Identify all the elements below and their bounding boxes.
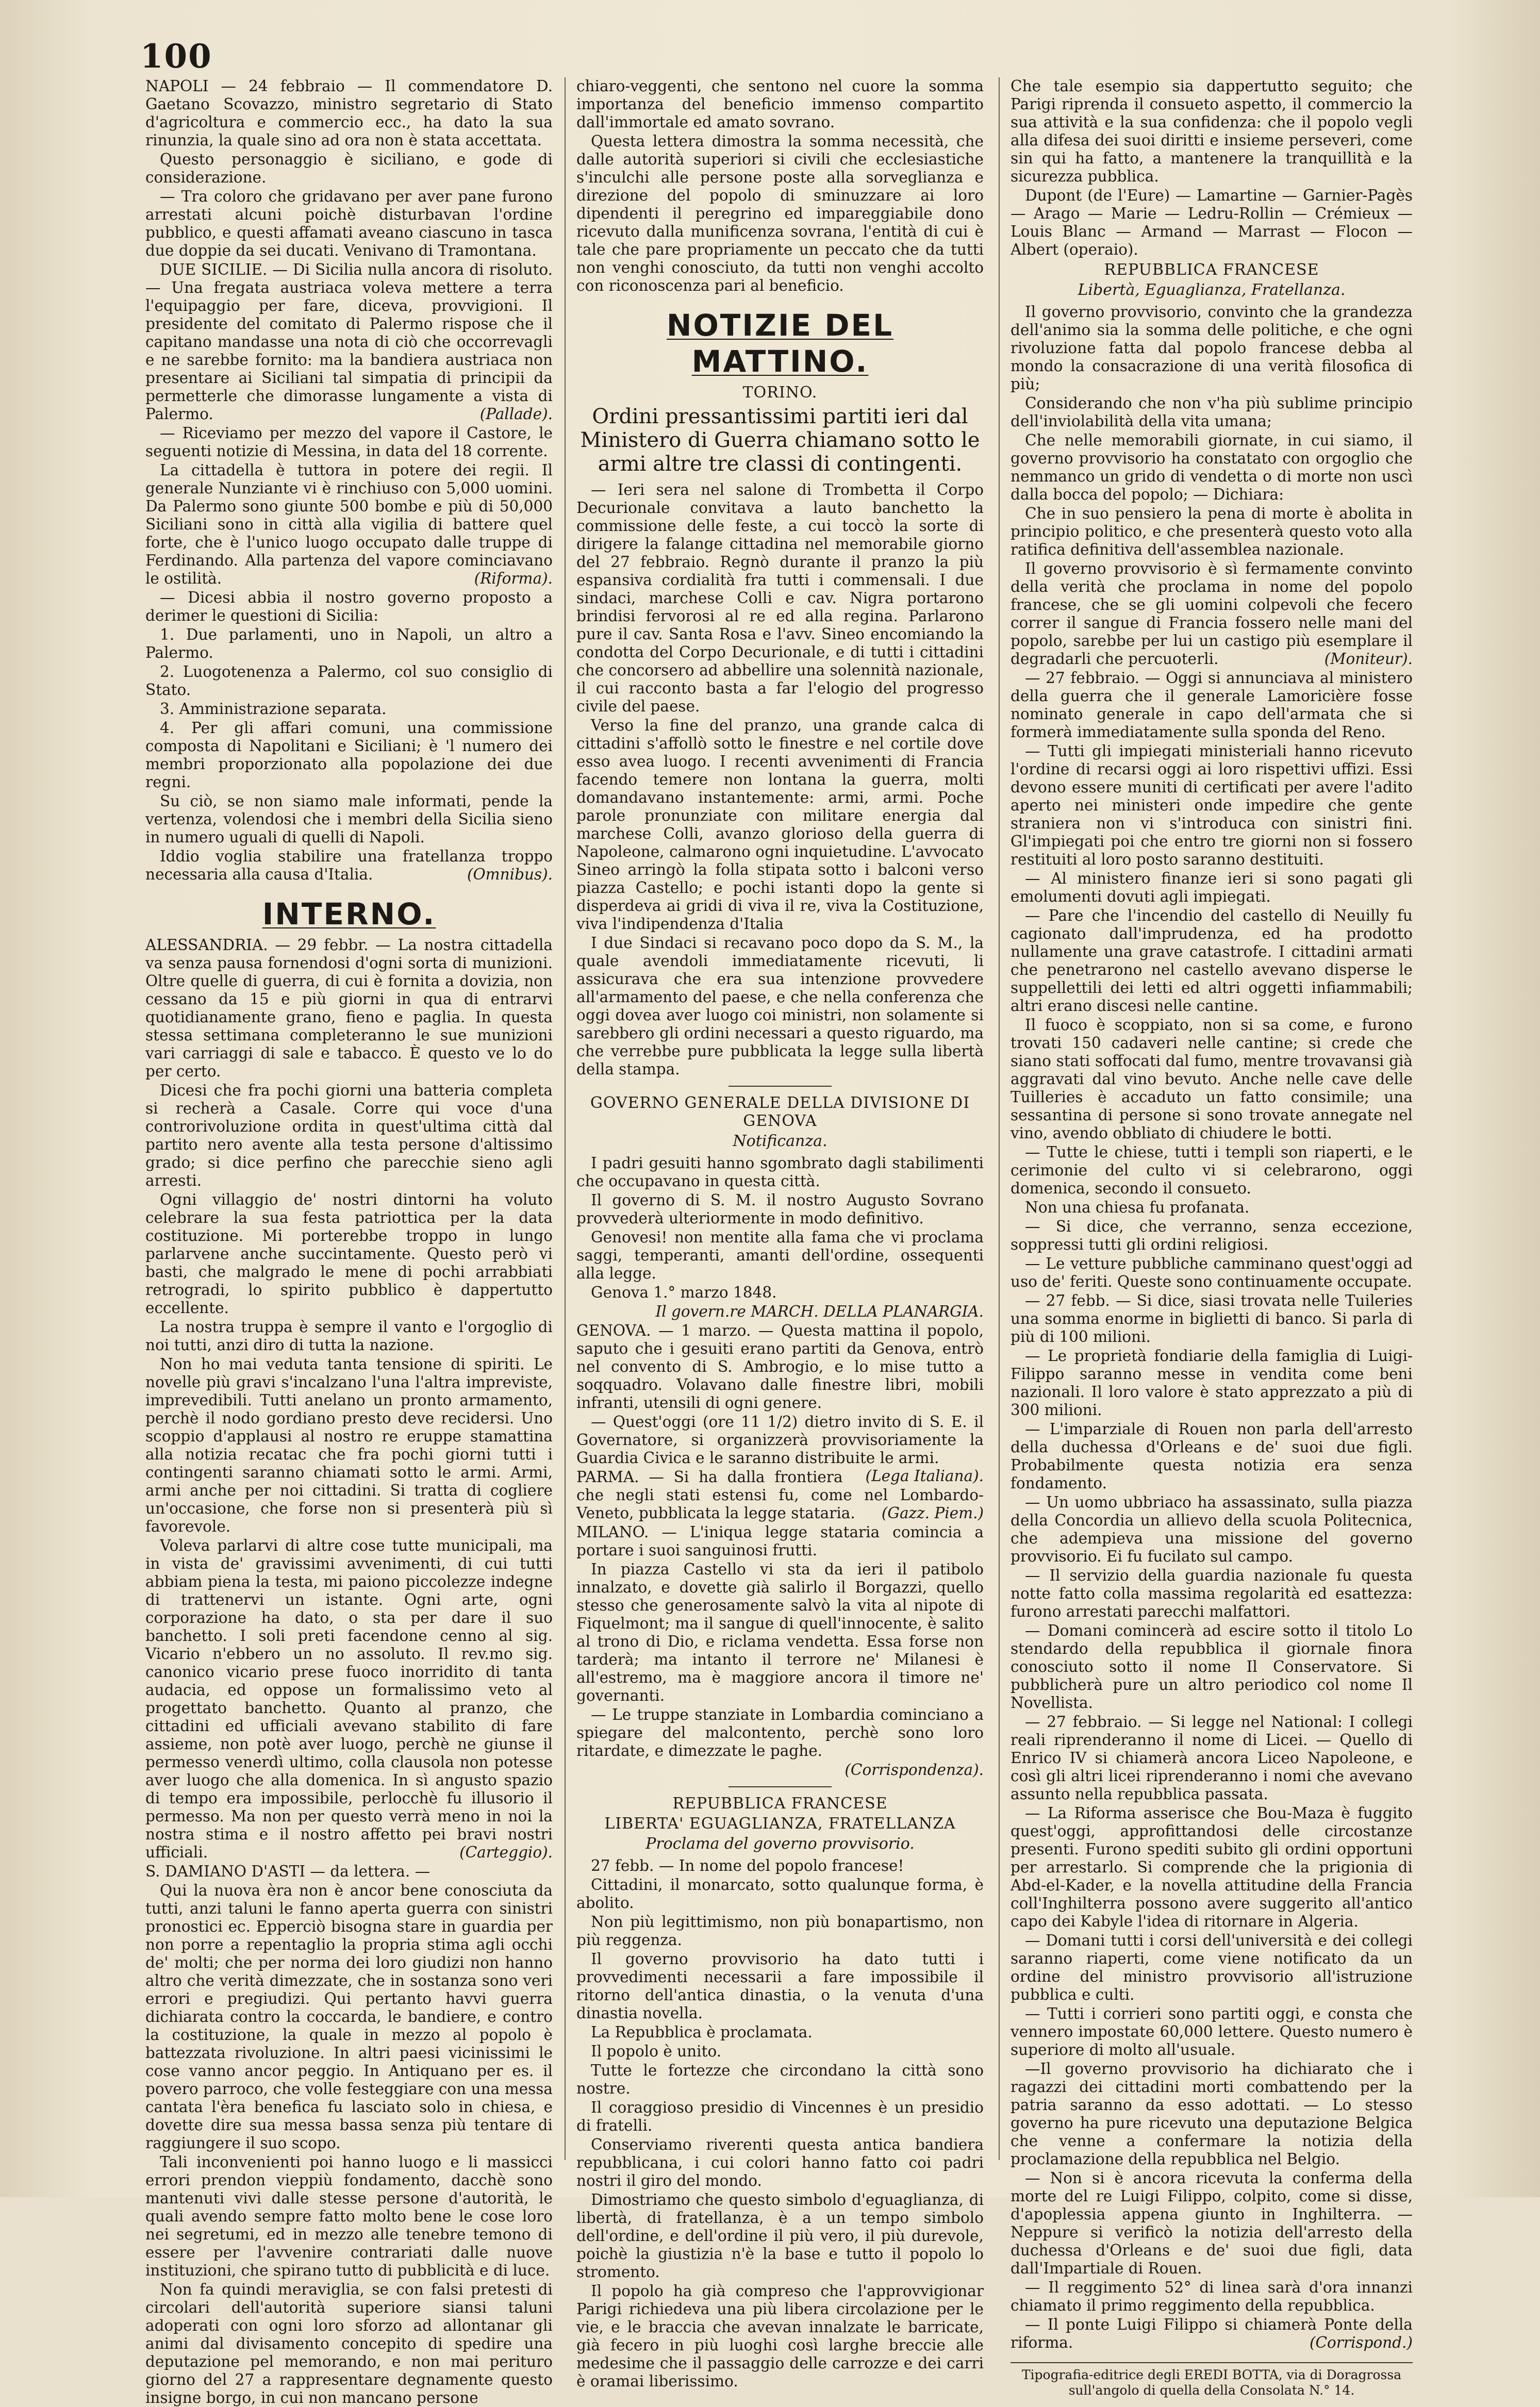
text: Qui la nuova èra non è ancor bene conosciuta da tutti, anzi taluni le fanno aperta guerra con sinistri pronostici ec. Epperciò bisogna stare in guardia per non porre a repentaglio la propria stima agli occhi de' molti; che per norma dei loro giudizi non hanno altro che verità dimezzate, che in sostanza sono veri errori e pregiudizi. Qui pertanto havvi guerra dichiarata contro la coccarda, le bandiere, e contro la costituzione, la quale in mezzo al popolo è battezzata rivoluzione. In altri paesi vicinissimi le cose vanno ancor peggio. In Antiquano per es. il povero parroco, che volle festeggiare con una messa cantata l'èra benefica fu lasciato solo in chiesa, e dovette dire sua messa bassa senza più tentare di raggiungere il suo scopo. <box>145 1882 553 2152</box>
text: Dupont (de l'Eure) — Lamartine — Garnier-Pagès — Arago — Marie — Ledru-Rollin — Crémieux — Louis Blanc — Armand — Marrast — Flocon — Albert (operaio). <box>1011 187 1413 258</box>
article-paragraph <box>145 1863 553 1881</box>
article-paragraph <box>1011 560 1413 668</box>
text: LIBERTA' EGUAGLIANZA, FRATELLANZA <box>604 1815 956 1833</box>
text: — Al ministero finanze ieri si sono pagati gli emolumenti dovuti agli impiegati. <box>1011 870 1413 905</box>
text: GOVERNO GENERALE DELLA DIVISIONE DI GENOVA <box>590 1094 970 1130</box>
text: Su ciò, se non siamo male informati, pende la vertenza, volendosi che i membri della Sicilia sieno in numero uguali di quelli di Napoli. <box>145 792 553 846</box>
article-paragraph <box>145 461 553 588</box>
article-paragraph <box>576 1413 984 1485</box>
text: REPUBBLICA FRANCESE <box>1104 261 1319 279</box>
text: — Le truppe stanziate in Lombardia cominciano a spiegare del malcontento, perchè sono loro ritardate, e dimezzate le paghe. <box>576 1706 984 1759</box>
article-paragraph <box>576 934 984 1078</box>
article-paragraph <box>145 1318 553 1354</box>
article-paragraph <box>145 1191 553 1317</box>
article-paragraph <box>1011 1713 1413 1803</box>
text: — La Riforma asserisce che Bou-Maza è fuggito quest'oggi, approfittandosi delle circostanze presenti. Furono spediti subito gli ordini opportuni per arrestarlo. Si comprende che la prigionia di Abd-el-Kader, e la novella attitudine della Francia coll'Inghilterra possono avere suggerito all'antico capo dei Kabyle l'idea di ritornare in Algeria. <box>1011 1804 1413 1930</box>
article-paragraph <box>576 481 984 716</box>
text: Il govern.re MARCH. DELLA PLANARGIA. <box>655 1303 984 1320</box>
article-paragraph <box>576 717 984 933</box>
text: —Il governo provvisorio ha dichiarato che i ragazzi dei cittadini morti combattendo per la patria saranno da esso adottati. — Lo stesso governo ha pure ricevuto una deputazione Belgica che venne a confermare la notizia della proclamazione della repubblica nel Belgio. <box>1011 2060 1413 2168</box>
article-paragraph <box>576 1284 984 1302</box>
article-paragraph <box>1011 1493 1413 1566</box>
page-number: 100 <box>140 37 212 76</box>
article-paragraph <box>576 2023 984 2041</box>
article-paragraph <box>576 2043 984 2061</box>
article-paragraph <box>576 132 984 295</box>
article-paragraph <box>1011 669 1413 741</box>
column-divider <box>999 77 1000 2160</box>
source-citation: (Omnibus). <box>467 866 553 883</box>
article-paragraph <box>1011 907 1413 1015</box>
text: In piazza Castello vi sta da ieri il patibolo innalzato, e dovette già salirlo il Borgazzi, quello stesso che generosamente salvò la vita al nipote di Fiquelmont; ma il sangue di quell'innocente, è salito al trono di Dio, e riclama vendetta. Essa forse non tarderà; ma intanto il terrore ne' Milanesi è all'estremo, ma è maggiore ancora il timore ne' governanti. <box>576 1561 984 1704</box>
text: Considerando che non v'ha più sublime principio dell'inviolabilità della vita umana; <box>1011 394 1413 430</box>
text: — 27 febbraio. — Si legge nel National: I collegi reali riprenderanno il nome di Licei. — Quello di Enrico IV si chiamerà ancora Liceo Napoleone, e così gli altri licei riprenderanno i nomi che avevano assunto nella repubblica passata. <box>1011 1713 1413 1803</box>
article-paragraph <box>1011 1420 1413 1492</box>
article-paragraph <box>1011 2169 1413 2278</box>
article-paragraph <box>1011 1804 1413 1931</box>
text: — Si dice, che verranno, senza eccezione, soppressi tutti gli ordini religiosi. <box>1011 1218 1413 1253</box>
article-paragraph <box>1011 187 1413 259</box>
signature <box>576 1303 984 1321</box>
column-middle <box>576 77 984 2390</box>
article-paragraph <box>145 1082 553 1190</box>
text: Che nelle memorabili giornate, in cui siamo, il governo provvisorio ha constatato con orgoglio che nemmanco un grido di vendetta o di morte non uscì dalla bocca del popolo; — Dichiara: <box>1011 431 1413 503</box>
article-paragraph <box>1011 1016 1413 1142</box>
text: Tutte le fortezze che circondano la città sono nostre. <box>576 2062 984 2097</box>
separator-rule <box>728 1786 832 1787</box>
article-paragraph <box>576 2099 984 2135</box>
article-paragraph <box>1011 1932 1413 2004</box>
article-paragraph <box>145 1537 553 1862</box>
text: INTERNO. <box>262 897 436 932</box>
text: — Pare che l'incendio del castello di Neuilly fu cagionato dall'imprudenza, ed ha prodotto nullamente una grave catastrofe. I cittadini armati che penetrarono nel castello avevano disperse le suppellettili dei letti ed altri oggetti infiammabili; altri erano discesi nelle cantine. <box>1011 907 1413 1015</box>
separator-rule <box>728 1086 832 1087</box>
headline <box>576 405 984 476</box>
article-paragraph <box>145 719 553 791</box>
text: — Domani tutti i corsi dell'università e dei collegi saranno riaperti, come viene notificato da un ordine del ministro provvisorio all'istruzione pubblica e culti. <box>1011 1932 1413 2003</box>
sub-heading-italic <box>576 1132 984 1150</box>
text: — Riceviamo per mezzo del vapore il Castore, le seguenti notizie di Messina, in data del 18 corrente. <box>145 424 553 460</box>
text: — Il servizio della guardia nazionale fu questa notte fatto colla massima regolarità ed esattezza: furono arrestati parecchi malfattori. <box>1011 1567 1413 1620</box>
sub-heading-italic <box>1011 281 1413 299</box>
text: Iddio voglia stabilire una fratellanza troppo necessaria alla causa d'Italia. <box>145 848 553 883</box>
text: Il governo di S. M. il nostro Augusto Sovrano provvederà ulteriormente in modo definitivo. <box>576 1191 984 1227</box>
article-paragraph <box>145 1355 553 1536</box>
source-citation: (Riforma). <box>474 570 553 587</box>
signature <box>576 1761 984 1779</box>
text: Genova 1.° marzo 1848. <box>591 1284 777 1301</box>
text: Ordini pressantissimi partiti ieri dal Ministero di Guerra chiamano sotto le armi altre tre classi di contingenti. <box>580 405 980 476</box>
article-paragraph <box>576 2136 984 2190</box>
text: NAPOLI — 24 febbraio — Il commendatore D. Gaetano Scovazzo, ministro segretario di Stato d'agricoltura e commercio ecc., ha dato la sua rinunzia, la quale sino ad ora non è stata accettata. <box>145 77 553 149</box>
text: — Tra coloro che gridavano per aver pane furono arrestati alcuni poichè disturbavan l'ordine pubblico, e questi affamati aveano ciascuno in tasca due doppie da sei ducati. Venivano di Tramontana. <box>145 188 553 259</box>
article-paragraph <box>576 1950 984 2022</box>
text: — Ieri sera nel salone di Trombetta il Corpo Decurionale convitava a lauto banchetto la commissione delle feste, a cui toccò la sorte di dirigere la falange cittadina nel memorabile giorno del 27 febbraio. Regnò durante il pranzo la più espansiva cordialità fra tutti i commensali. I due sindaci, marchese Colli e cav. Nigra portarono brindisi fervorosi al re ed alla regina. Parlarono pure il cav. Santa Rosa e l'avv. Sineo encomiando la condotta del Corpo Decurionale, e di tutti i cittadini che concorsero ad abbellire una solennità nazionale, il cui racconto basta a far l'elogio del progresso civile del paese. <box>576 481 984 715</box>
article-paragraph <box>576 1154 984 1190</box>
text: — 27 febb. — Si dice, siasi trovata nelle Tuileries una somma enorme in biglietti di banco. Si parla di più di 100 milioni. <box>1011 1292 1413 1346</box>
article-paragraph <box>1011 1255 1413 1291</box>
text: — Non si è ancora ricevuta la conferma della morte del re Luigi Filippo, colpito, come si disse, d'apoplessia appena giunto in Inghilterra. — Neppure si verificò la notizia dell'arresto della duchessa d'Orleans e de' suoi due figli, data dall'Impartiale di Rouen. <box>1011 2169 1413 2277</box>
article-paragraph <box>576 1229 984 1283</box>
article-paragraph <box>1011 1622 1413 1712</box>
text: REPUBBLICA FRANCESE <box>672 1795 888 1813</box>
sub-heading <box>576 1094 984 1130</box>
article-paragraph <box>576 2062 984 2098</box>
sub-heading <box>576 1815 984 1833</box>
article-paragraph <box>145 151 553 187</box>
text: — Il ponte Luigi Filippo si chiamerà Ponte della riforma. <box>1011 2316 1413 2351</box>
text: Proclama del governo provvisorio. <box>645 1835 915 1853</box>
text: Tipografia-editrice degli EREDI BOTTA, via di Doragrossa sull'angolo di quella della Consolata N.° 14. <box>1021 2367 1402 2398</box>
text: Dicesi che fra pochi giorni una batteria completa si recherà a Casale. Corre qui voce d'una controrivoluzione ordita in quest'ultima città dal partito nero avente alla testa persone d'altissimo grado; si dice perfino che parecchie sieno agli arresti. <box>145 1082 553 1189</box>
article-paragraph <box>145 2153 553 2280</box>
text: — Dicesi abbia il nostro governo proposto a derimer le questioni di Sicilia: <box>145 589 553 624</box>
article-paragraph <box>1011 303 1413 393</box>
article-paragraph <box>145 700 553 718</box>
text: Ogni villaggio de' nostri dintorni ha voluto celebrare la sua festa patriottica per la data costituzione. Mi porterebbe troppo in lungo parlarvene anche succintamente. Questo però vi basti, che malgrado le mene di pochi arrabbiati retrogradi, lo spirito pubblico è dappertutto eccellente. <box>145 1191 553 1317</box>
text: — Quest'oggi (ore 11 1/2) dietro invito di S. E. il Governatore, si organizzerà provvisoriamente la Guardia Civica e le saranno distribuite le armi. <box>576 1413 984 1467</box>
text: Genovesi! non mentite alla fama che vi proclama saggi, temperanti, amanti dell'ordine, ossequenti alla legge. <box>576 1229 984 1282</box>
article-paragraph <box>1011 1292 1413 1346</box>
printer-imprint <box>1011 2362 1413 2398</box>
source-citation: (Corrispond.) <box>1309 2334 1413 2351</box>
article-paragraph <box>576 77 984 131</box>
text: Il governo provvisorio ha dato tutti i provvedimenti necessarii a fare impossibile il ritorno dell'antica dinastia, o la venuta d'una dinastia novella. <box>576 1950 984 2022</box>
text: 1. Due parlamenti, uno in Napoli, un altro a Palermo. <box>145 626 553 661</box>
text: 2. Luogotenenza a Palermo, col suo consiglio di Stato. <box>145 663 553 699</box>
text: — Le vetture pubbliche camminano quest'oggi ad uso de' feriti. Queste sono continuamente occupate. <box>1011 1255 1413 1290</box>
article-paragraph <box>145 188 553 260</box>
text: chiaro-veggenti, che sentono nel cuore la somma importanza del beneficio immenso compartito dall'immortale ed amato sovrano. <box>576 77 984 131</box>
article-paragraph <box>1011 2005 1413 2059</box>
article-paragraph <box>145 2281 553 2407</box>
article-paragraph <box>145 424 553 460</box>
text: — Tutte le chiese, tutti i templi son riaperti, e le cerimonie del culto vi si celebrarono, oggi domenica, secondo il consueto. <box>1011 1143 1413 1197</box>
article-paragraph <box>1011 1218 1413 1254</box>
text: — Tutti gli impiegati ministeriali hanno ricevuto l'ordine di recarsi oggi ai loro rispettivi uffizi. Essi devono essere muniti di certificati per avere l'adito aperto nei ministeri onde impedire che gente straniera non vi s'introduca con sinistri fini. Gl'impiegati poi che entro tre giorni non si fossero restituiti al loro posto saranno destituiti. <box>1011 742 1413 868</box>
source-citation: (Pallade). <box>479 405 553 423</box>
article-paragraph <box>145 792 553 846</box>
text: — Il reggimento 52° di linea sarà d'ora innanzi chiamato il primo reggimento della repubblica. <box>1011 2279 1413 2314</box>
article-paragraph <box>1011 77 1413 186</box>
article-paragraph <box>145 261 553 423</box>
sub-heading <box>576 384 984 402</box>
text: Verso la fine del pranzo, una grande calca di cittadini s'affollò sotto le finestre e nel cortile dove esso avea luogo. I recenti avvenimenti di Francia facendo temere non lontana la guerra, molti domandavano instantemente: armi, armi. Poche parole pronunziate con militare energia dal marchese Colli, avanzo glorioso della guerra di Napoleone, calmarono ogni inquietudine. L'avvocato Sineo arringò la folla stipata sotto i balconi verso piazza Castello; e pochi istanti dopo la gente si disperdeva ai gridi di viva il re, viva la Costituzione, viva l'indipendenza d'Italia <box>576 717 984 933</box>
article-paragraph <box>145 589 553 625</box>
article-paragraph <box>145 848 553 884</box>
text: Questo personaggio è siciliano, e gode di considerazione. <box>145 151 553 186</box>
text: PARMA. — Si ha dalla frontiera che negli stati estensi fu, come nel Lombardo-Veneto, pubblicata la legge stataria. <box>576 1468 984 1522</box>
text: — Tutti i corrieri sono partiti oggi, e consta che vennero impostate 60,000 lettere. Questo numero è superiore di molto all'usuale. <box>1011 2005 1413 2059</box>
source-citation: (Carteggio). <box>459 1844 553 1861</box>
article-paragraph <box>576 1191 984 1227</box>
text: 27 febb. — In nome del popolo francese! <box>591 1857 904 1874</box>
article-paragraph <box>145 626 553 662</box>
article-paragraph <box>1011 2316 1413 2352</box>
source-citation: (Moniteur). <box>1324 650 1413 668</box>
text: I padri gesuiti hanno sgombrato dagli stabilimenti che occupavano in questa città. <box>576 1154 984 1190</box>
article-paragraph <box>145 663 553 699</box>
article-paragraph <box>576 2191 984 2281</box>
article-paragraph <box>1011 505 1413 559</box>
article-paragraph <box>1011 394 1413 430</box>
column-right <box>1011 77 1413 2398</box>
text: 4. Per gli affari comuni, una commissione composta di Napolitani e Siciliani; è 'l numero dei membri proporzionato alla popolazione dei due regni. <box>145 719 553 791</box>
text: GENOVA. — 1 marzo. — Questa mattina il popolo, saputo che i gesuiti erano partiti da Genova, entrò nel convento di S. Ambrogio, e lo mise tutto a soqquadro. Volavano dalle finestre libri, mobili infranti, utensili di ogni genere. <box>576 1322 984 1412</box>
article-paragraph <box>576 1561 984 1705</box>
text: Che in suo pensiero la pena di morte è abolita in principio politico, e che presenterà questo voto alla ratifica definitiva dell'assemblea nazionale. <box>1011 505 1413 558</box>
text: Non fa quindi meraviglia, se con falsi pretesti di circolari dell'autorità superiore siansi taluni adoperati con ogni loro sforzo ad allontanar gli animi dal divisamento concepito di spedire una deputazione pel memorando, e non mai perituro giorno del 27 a rappresentare degnamente questo insigne borgo, in cui non mancano persone <box>145 2281 553 2406</box>
article-paragraph <box>576 1876 984 1912</box>
text: Non più legittimismo, non più bonapartismo, non più reggenza. <box>576 1913 984 1949</box>
article-paragraph <box>576 1322 984 1412</box>
article-paragraph <box>1011 1567 1413 1621</box>
text: Non ho mai veduta tanta tensione di spiriti. Le novelle più gravi s'incalzano l'una l'altra impreviste, imprevedibili. Tutti anelano un pronto armamento, perchè il nodo gordiano presto deve recidersi. Uno scoppio d'applausi al nostro re eruppe stamattina alla notizia recatac che fra pochi giorni tutti i contingenti saranno chiamati sotto le armi. Armi, armi anche per noi cittadini. Si tratta di cogliere un'occasione, che forse non si presenterà più sì favorevole. <box>145 1355 553 1535</box>
text: Dimostriamo che questo simbolo d'eguaglianza, di libertà, di fratellanza, è a un tempo simbolo dell'ordine, e dell'ordine il più vero, il più durevole, poichè la giustizia n'è la base e tutto il popolo lo stromento. <box>576 2191 984 2281</box>
column-left <box>145 77 553 2406</box>
text: Il fuoco è scoppiato, non si sa come, e furono trovati 150 cadaveri nelle cantine; si crede che siano stati soffocati dal fumo, mentre trovavansi già aggravati dal vino bevuto. Anche nelle cave delle Tuilleries è accaduto un fatto consimile; una sessantina di persone si sono trovate annegate nel vino, avendo obbliato di chiudere le botti. <box>1011 1016 1413 1142</box>
text: — Le proprietà fondiarie della famiglia di Luigi-Filippo saranno messe in vendita come beni nazionali. Il loro valore è stato apprezzato a più di 300 milioni. <box>1011 1347 1413 1419</box>
text: Il governo provvisorio è sì fermamente convinto della verità che proclama in nome del popolo francese, che se gli uomini colpevoli che fecero correr il sangue di Francia fossero nelle mani del popolo, sarebbe per lui un castigo più esemplare il degradarli che percuoterli. <box>1011 560 1413 668</box>
text: La nostra truppa è sempre il vanto e l'orgoglio di noi tutti, anzi diro di tutta la nazione. <box>145 1318 553 1354</box>
section-heading <box>576 307 984 379</box>
source-citation: (Lega Italiana). <box>865 1467 984 1485</box>
text: — L'imparziale di Rouen non parla dell'arresto della duchessa d'Orleans e de' suoi due figli. Probabilmente questa notizia era senza fondamento. <box>1011 1420 1413 1492</box>
article-paragraph <box>576 1706 984 1760</box>
article-paragraph <box>1011 1143 1413 1198</box>
article-paragraph <box>145 77 553 150</box>
section-heading <box>145 896 553 932</box>
source-citation: (Gazz. Piem.) <box>881 1504 984 1522</box>
text: I due Sindaci si recavano poco dopo da S. M., la quale avendoli immediatamente ricevuti, li assicurava che era sua intenzione provvedere all'armamento del paese, e che nella conferenza che oggi dovea aver luogo coi ministri, non solamente si sarebbero gli ordini necessari a questo riguardo, ma che verrebbe pure pubblicata la legge sulla libertà della stampa. <box>576 934 984 1078</box>
text: — Domani comincerà ad escire sotto il titolo Lo stendardo della repubblica il giornale finora conosciuto sotto il nome Il Conservatore. Si pubblicherà pure un altro periodico col nome Il Novellista. <box>1011 1622 1413 1712</box>
article-paragraph <box>1011 2279 1413 2315</box>
text: Conserviamo riverenti questa antica bandiera repubblicana, i cui colori hanno fatto coi padri nostri il giro del mondo. <box>576 2136 984 2189</box>
text: 3. Amministrazione separata. <box>160 700 387 718</box>
text: La cittadella è tuttora in potere dei regii. Il generale Nunziante vi è rinchiuso con 5,000 uomini. Da Palermo sono giunte 500 bombe e più di 50,000 Siciliani sono in città alla vigilia di battere quel forte, che è l'unico luogo occupato dalle truppe di Ferdinando. Alla partenza del vapore cominciavano le ostilità. <box>145 461 553 587</box>
article-paragraph <box>1011 742 1413 869</box>
text: MILANO. — L'iniqua legge stataria comincia a portare i suoi sanguinosi frutti. <box>576 1523 984 1559</box>
text: Questa lettera dimostra la somma necessità, che dalle autorità superiori si civili che ecclesiastiche s'inculchi alle persone poste alla sorveglianza e direzione del popolo di sminuzzare ai loro dipendenti il peregrino ed impareggiabile dono ricevuto dalla munificenza sovrana, l'entità di cui è tale che pare propriamente un peccato che da tutti non venghi conosciuto, da tutti non venghi accolto con riconoscenza pari al beneficio. <box>576 132 984 294</box>
text: Voleva parlarvi di altre cose tutte municipali, ma in vista de' gravissimi avvenimenti, di cui tutti abbiam piena la testa, mi paiono piccolezze indegne di trattenervi un istante. Ogni arte, ogni corporazione ha dato, o sta per dare il suo banchetto. I soli preti facendone cenno al sig. Vicario n'ebbero un no assoluto. Il rev.mo sig. canonico vicario prese fuoco inorridito di tanta audacia, ed oppose un formalissimo veto al progettato banchetto. Quanto al pranzo, che cittadini ed ufficiali avevano stabilito di fare assieme, non potè aver luogo, perchè ne giunse il permesso venerdì ultimo, colla clausola non potesse aver luogo che alla domenica. In sì angusto spazio di tempo era impossibile, perlocchè fu illusorio il permesso. Ma non per questo verrà meno in noi la nostra stima e il nostro affetto pei bravi nostri ufficiali. <box>145 1537 553 1861</box>
sub-heading-italic <box>576 1835 984 1853</box>
text: S. DAMIANO D'ASTI — da lettera. — <box>145 1863 430 1880</box>
article-paragraph <box>576 1913 984 1949</box>
article-paragraph <box>145 1882 553 2152</box>
article-paragraph <box>1011 431 1413 504</box>
text: Il popolo ha già compreso che l'approvvigionar Parigi richiedeva una più libera circolazione per le vie, e le braccia che avevan innalzate le barricate, già fecero in più luoghi così larghe breccie alle medesime che il passaggio delle carrozze e dei carri è oramai liberissimo. <box>576 2282 984 2390</box>
text: Non una chiesa fu profanata. <box>1025 1199 1250 1216</box>
text: — Un uomo ubbriaco ha assassinato, sulla piazza della Concordia un allievo della scuola Politecnica, che adempieva una missione del governo provvisorio. Ei fu fucilato sul campo. <box>1011 1493 1413 1565</box>
sub-heading <box>576 1795 984 1813</box>
text: Che tale esempio sia dappertutto seguito; che Parigi riprenda il consueto aspetto, il commercio la sua attività e la sua confidenza: che il popolo vegli alla difesa dei suoi diritti e insieme perseveri, come sin qui ha fatto, a mantenere la tranquillità e la sicurezza pubblica. <box>1011 77 1413 185</box>
article-paragraph <box>576 2282 984 2391</box>
text: La Repubblica è proclamata. <box>591 2023 813 2041</box>
column-divider <box>565 77 566 2160</box>
text: (Corrispondenza). <box>844 1761 984 1779</box>
article-paragraph <box>145 936 553 1081</box>
text: Il popolo è unito. <box>591 2043 722 2060</box>
article-paragraph <box>576 1857 984 1875</box>
article-paragraph <box>576 1523 984 1559</box>
article-paragraph <box>1011 870 1413 906</box>
text: TORINO. <box>742 384 818 402</box>
text: — 27 febbraio. — Oggi si annunciava al ministero della guerra che il generale Lamoricière fosse nominato generale in capo dell'armata che si formerà immediatamente sulla sponda del Reno. <box>1011 669 1413 741</box>
article-paragraph <box>1011 1347 1413 1419</box>
text: NOTIZIE DEL MATTINO. <box>666 308 894 379</box>
article-paragraph <box>1011 2060 1413 2168</box>
text: ALESSANDRIA. — 29 febbr. — La nostra cittadella va senza pausa fornendosi d'ogni sorta di munizioni. Oltre quelle di guerra, di cui è fornita a dovizia, non cessano da 15 e più giorni in qua di entrarvi quotidianamente grano, fieno e paglia. In questa stessa settimana completeranno le sue munizioni vari carriaggi di sale e tabacco. È questo ve lo do per certo. <box>145 936 553 1080</box>
text: Notificanza. <box>733 1132 827 1150</box>
text: Il governo provvisorio, convinto che la grandezza dell'animo sia la somma delle politiche, e che ogni rivoluzione fatta dal popolo francese debba al mondo la consacrazione di una verità filosofica di più; <box>1011 303 1413 393</box>
sub-heading <box>1011 261 1413 279</box>
text: DUE SICILIE. — Di Sicilia nulla ancora di risoluto. — Una fregata austriaca voleva mettere a terra l'equipaggio per fare, diceva, provvigioni. Il presidente del comitato di Palermo rispose che il capitano mandasse una nota di ciò che occorrevagli e ne sarebbe fornito: ma la bandiera austriaca non presentare ai Siciliani tal simpatia di principii da permetterle che dimorasse lungamente a vista di Palermo. <box>145 261 553 423</box>
text: Il coraggioso presidio di Vincennes è un presidio di fratelli. <box>576 2099 984 2134</box>
text: Cittadini, il monarcato, sotto qualunque forma, è abolito. <box>576 1876 984 1912</box>
article-paragraph <box>1011 1199 1413 1217</box>
text: Tali inconvenienti poi hanno luogo e li massicci errori prendon vieppiù fondamento, dacchè sono mantenuti vivi dalle stesse persone d'autorità, le quali avendo sempre fatto molto bene le cose loro nei segretumi, ed in mezzo alle tenebre temono di essere per l'avvenire contrariati dalle nuove instituzioni, che spirano tutto di pubblicità e di luce. <box>145 2153 553 2279</box>
text: Libertà, Eguaglianza, Fratellanza. <box>1078 281 1346 299</box>
